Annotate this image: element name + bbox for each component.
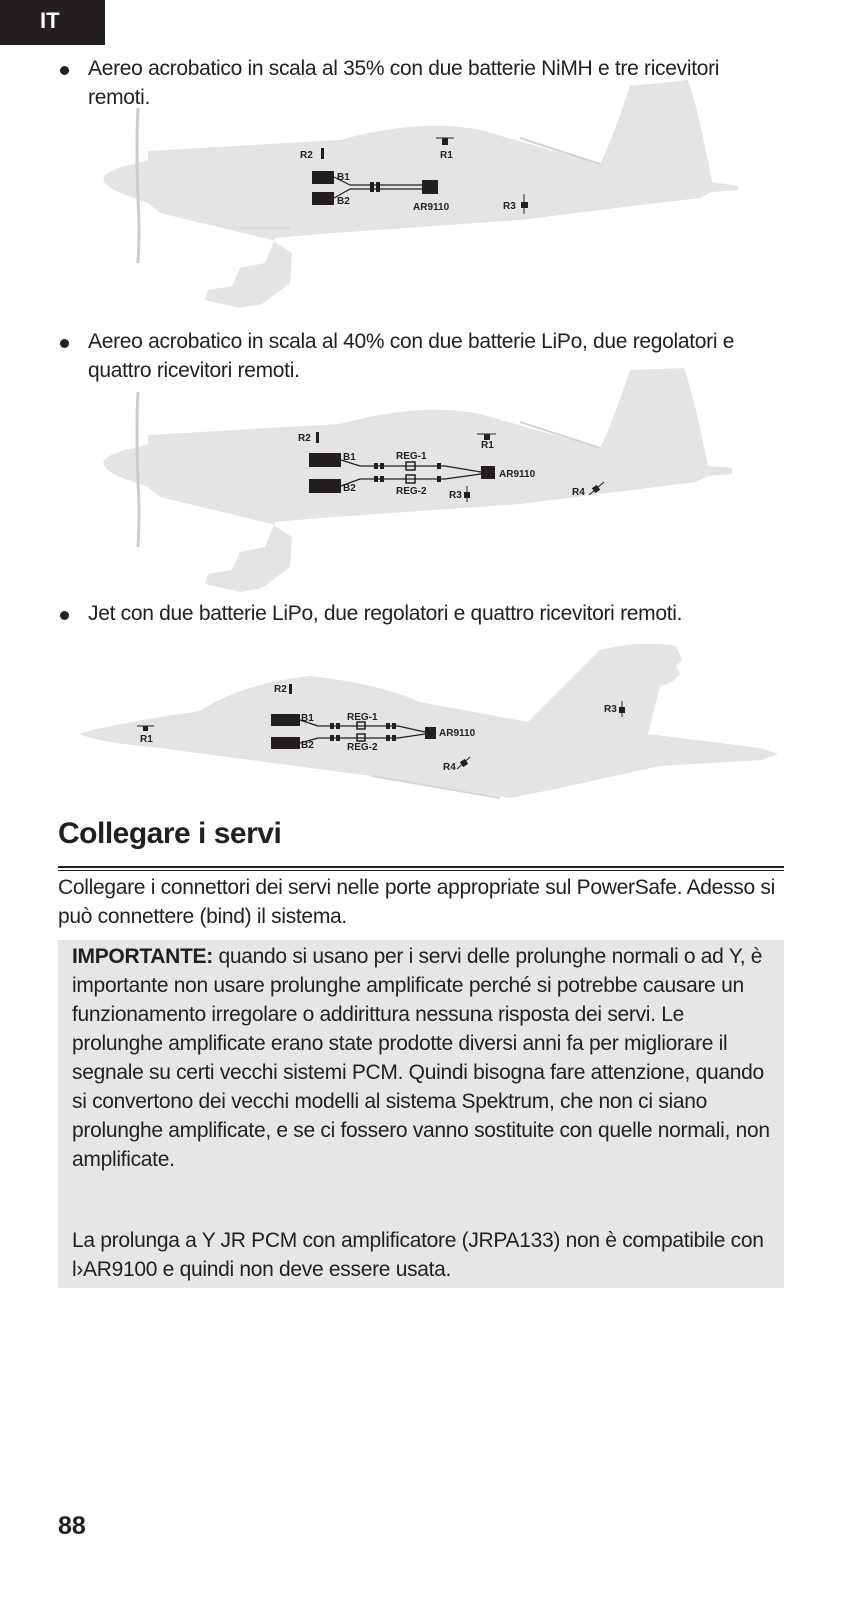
- label-reg2: REG-2: [347, 742, 378, 753]
- jet-diagram: [0, 636, 860, 806]
- label-r1: R1: [140, 734, 153, 745]
- compatibility-note: La prolunga a Y JR PCM con amplificatore (JRPA133) non è compatibile con l›AR9100 e quindi non deve essere usata.: [72, 1229, 764, 1281]
- propeller-shape: [137, 108, 139, 263]
- aerobatic-40-svg: [0, 362, 860, 602]
- battery-b2: [312, 192, 334, 205]
- battery-b1: [271, 714, 300, 726]
- receiver-main: [481, 466, 495, 479]
- label-r2: R2: [298, 433, 311, 444]
- label-r2: R2: [274, 684, 287, 695]
- language-tab: [0, 0, 105, 45]
- label-main-receiver: AR9110: [499, 469, 536, 480]
- language-code: IT: [40, 8, 60, 33]
- airplane-silhouette: [104, 368, 733, 592]
- label-b1: B1: [343, 452, 356, 463]
- battery-b2: [271, 737, 300, 749]
- label-r3: R3: [449, 490, 462, 501]
- important-label: IMPORTANTE:: [72, 945, 213, 968]
- label-reg1: REG-1: [396, 451, 427, 462]
- remote-receiver-r2: [321, 148, 324, 159]
- remote-receiver-r1: [442, 138, 448, 145]
- aerobatic-35-diagram: [0, 78, 860, 318]
- label-r3: R3: [604, 704, 617, 715]
- airplane-silhouette: [104, 80, 739, 308]
- config-bullet-3: [60, 599, 760, 628]
- bullet-dot: [60, 611, 69, 620]
- section-paragraph: Collegare i connettori dei servi nelle porte appropriate sul PowerSafe. Adesso si può connettere (bind) il sistema.: [58, 876, 775, 928]
- label-reg1: REG-1: [347, 712, 378, 723]
- label-b2: B2: [337, 196, 350, 207]
- aerobatic-40-diagram: [0, 362, 860, 602]
- receiver-main: [425, 727, 436, 739]
- config-description: Aereo acrobatico in scala al 40% con due batterie LiPo, due regolatori e quattro ricevitori remoti.: [88, 330, 735, 382]
- jet-silhouette: [80, 644, 778, 798]
- label-main-receiver: AR9110: [413, 202, 450, 213]
- receiver-main: [422, 180, 438, 194]
- bullet-dot: [60, 66, 69, 75]
- important-text: quando si usano per i servi delle prolunghe normali o ad Y, è importante non usare prolunghe amplificate perché si potrebbe causare un funzionamento irregolare o addirittura nessuna risposta dei servi. Le prolunghe amplificate erano state prodotte diversi anni fa per migliorare il segnale su certi vecchi sistemi PCM. Quindi bisogna fare attenzione, quando si convertono dei vecchi modelli al sistema Spektrum, che non ci siano prolunghe amplificate, e se ci fossero vanno sostituite con quelle normali, non amplificate.: [72, 945, 770, 1171]
- label-r1: R1: [440, 150, 453, 161]
- label-b1: B1: [301, 713, 314, 724]
- label-b1: B1: [337, 172, 350, 183]
- remote-receiver-r1: [143, 726, 148, 731]
- aerobatic-35-svg: [0, 78, 860, 318]
- section-heading: Collegare i servi: [58, 817, 282, 850]
- label-r4: R4: [443, 762, 456, 773]
- label-r4: R4: [572, 487, 585, 498]
- config-description: Aereo acrobatico in scala al 35% con due batterie NiMH e tre ricevitori remoti.: [88, 57, 720, 109]
- heading-rule: [58, 866, 784, 868]
- battery-b1: [309, 453, 341, 467]
- important-note: [58, 940, 784, 1288]
- connector: [370, 182, 374, 192]
- label-b2: B2: [343, 483, 356, 494]
- label-r1: R1: [481, 440, 494, 451]
- label-r2: R2: [300, 150, 313, 161]
- config-description: Jet con due batterie LiPo, due regolatori e quattro ricevitori remoti.: [88, 602, 683, 625]
- propeller-shape: [137, 392, 139, 547]
- jet-svg: [0, 636, 860, 806]
- heading-rule-thin: [58, 870, 784, 871]
- remote-receiver-r2: [289, 684, 292, 694]
- label-reg2: REG-2: [396, 486, 427, 497]
- label-main-receiver: AR9110: [439, 728, 476, 739]
- label-b2: B2: [301, 740, 314, 751]
- label-r3: R3: [503, 201, 516, 212]
- battery-b2: [309, 479, 341, 493]
- battery-b1: [312, 171, 334, 184]
- connector: [376, 182, 380, 192]
- remote-receiver-r2: [316, 432, 319, 443]
- bullet-dot: [60, 339, 69, 348]
- page-number: 88: [58, 1512, 86, 1540]
